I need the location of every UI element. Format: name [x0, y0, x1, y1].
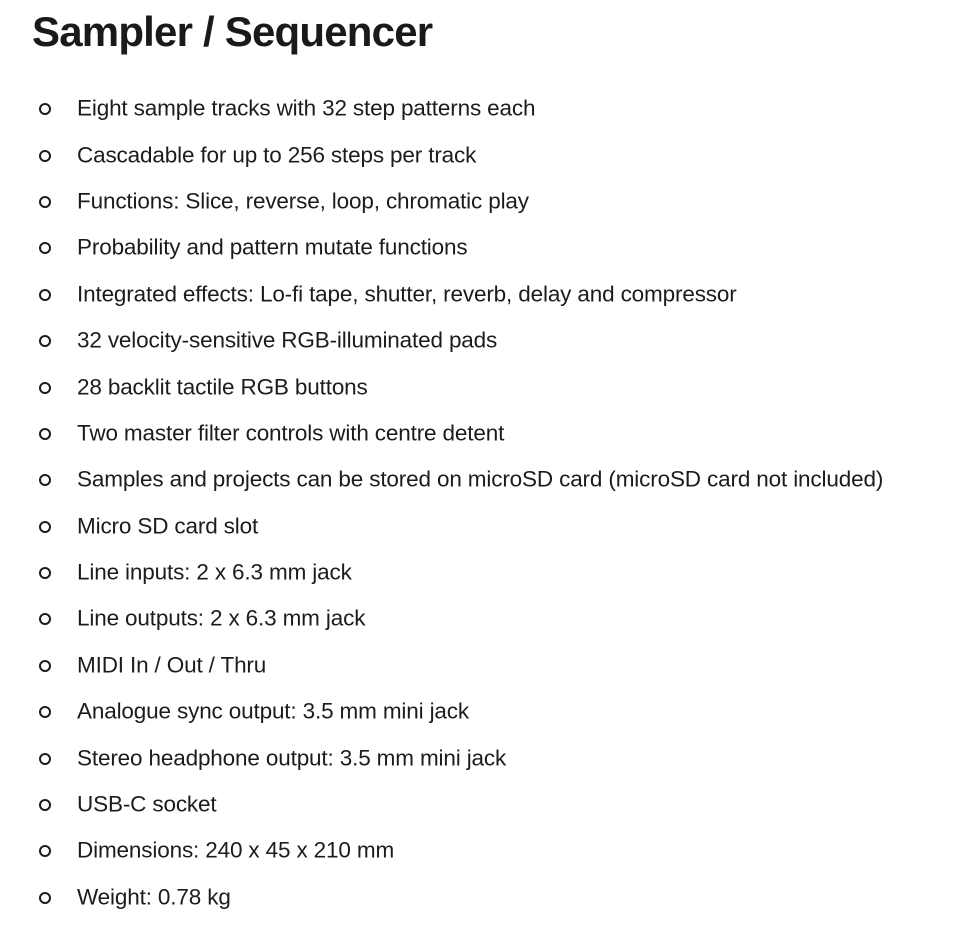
list-item: [0, 782, 960, 828]
bullet-circle-icon: [39, 706, 51, 718]
list-item: [0, 272, 960, 318]
feature-text: Probability and pattern mutate functions: [77, 234, 468, 260]
list-item: [0, 318, 960, 364]
list-item: [0, 457, 960, 503]
list-item: [0, 86, 960, 132]
bullet-circle-icon: [39, 521, 51, 533]
feature-text: Weight: 0.78 kg: [77, 884, 231, 910]
list-item: [0, 643, 960, 689]
feature-text: Integrated effects: Lo-fi tape, shutter, reverb, delay and compressor: [77, 281, 737, 307]
list-item: [0, 411, 960, 457]
feature-text: 28 backlit tactile RGB buttons: [77, 373, 368, 399]
bullet-circle-icon: [39, 474, 51, 486]
list-item: [0, 828, 960, 874]
feature-text: USB-C socket: [77, 791, 217, 817]
list-item: [0, 225, 960, 271]
feature-text: Micro SD card slot: [77, 513, 259, 539]
bullet-circle-icon: [39, 150, 51, 162]
page-title: Sampler / Sequencer: [32, 8, 433, 55]
list-item: [0, 596, 960, 642]
bullet-circle-icon: [39, 289, 51, 301]
feature-text: Line outputs: 2 x 6.3 mm jack: [77, 605, 366, 631]
bullet-circle-icon: [39, 753, 51, 765]
list-item: [0, 364, 960, 410]
feature-text: Eight sample tracks with 32 step patterns each: [77, 95, 536, 121]
bullet-circle-icon: [39, 428, 51, 440]
bullet-circle-icon: [39, 196, 51, 208]
list-item: [0, 689, 960, 735]
feature-text: Analogue sync output: 3.5 mm mini jack: [77, 698, 469, 724]
feature-text: Cascadable for up to 256 steps per track: [77, 142, 477, 168]
list-item: [0, 132, 960, 178]
list-item: [0, 504, 960, 550]
list-item: [0, 179, 960, 225]
feature-text: Line inputs: 2 x 6.3 mm jack: [77, 559, 352, 585]
bullet-circle-icon: [39, 799, 51, 811]
feature-text: MIDI In / Out / Thru: [77, 652, 267, 678]
list-item: [0, 875, 960, 921]
bullet-circle-icon: [39, 103, 51, 115]
bullet-circle-icon: [39, 660, 51, 672]
feature-text: 32 velocity-sensitive RGB-illuminated pads: [77, 327, 498, 353]
list-item: [0, 550, 960, 596]
bullet-circle-icon: [39, 382, 51, 394]
list-item: [0, 735, 960, 781]
bullet-circle-icon: [39, 845, 51, 857]
feature-list: [0, 86, 960, 921]
feature-text: Stereo headphone output: 3.5 mm mini jack: [77, 745, 507, 771]
bullet-circle-icon: [39, 335, 51, 347]
feature-text: Functions: Slice, reverse, loop, chromatic play: [77, 188, 529, 214]
feature-text: Dimensions: 240 x 45 x 210 mm: [77, 837, 395, 863]
bullet-circle-icon: [39, 613, 51, 625]
feature-text: Samples and projects can be stored on microSD card (microSD card not included): [77, 466, 884, 492]
bullet-circle-icon: [39, 242, 51, 254]
bullet-circle-icon: [39, 892, 51, 904]
feature-text: Two master filter controls with centre detent: [77, 420, 505, 446]
bullet-circle-icon: [39, 567, 51, 579]
